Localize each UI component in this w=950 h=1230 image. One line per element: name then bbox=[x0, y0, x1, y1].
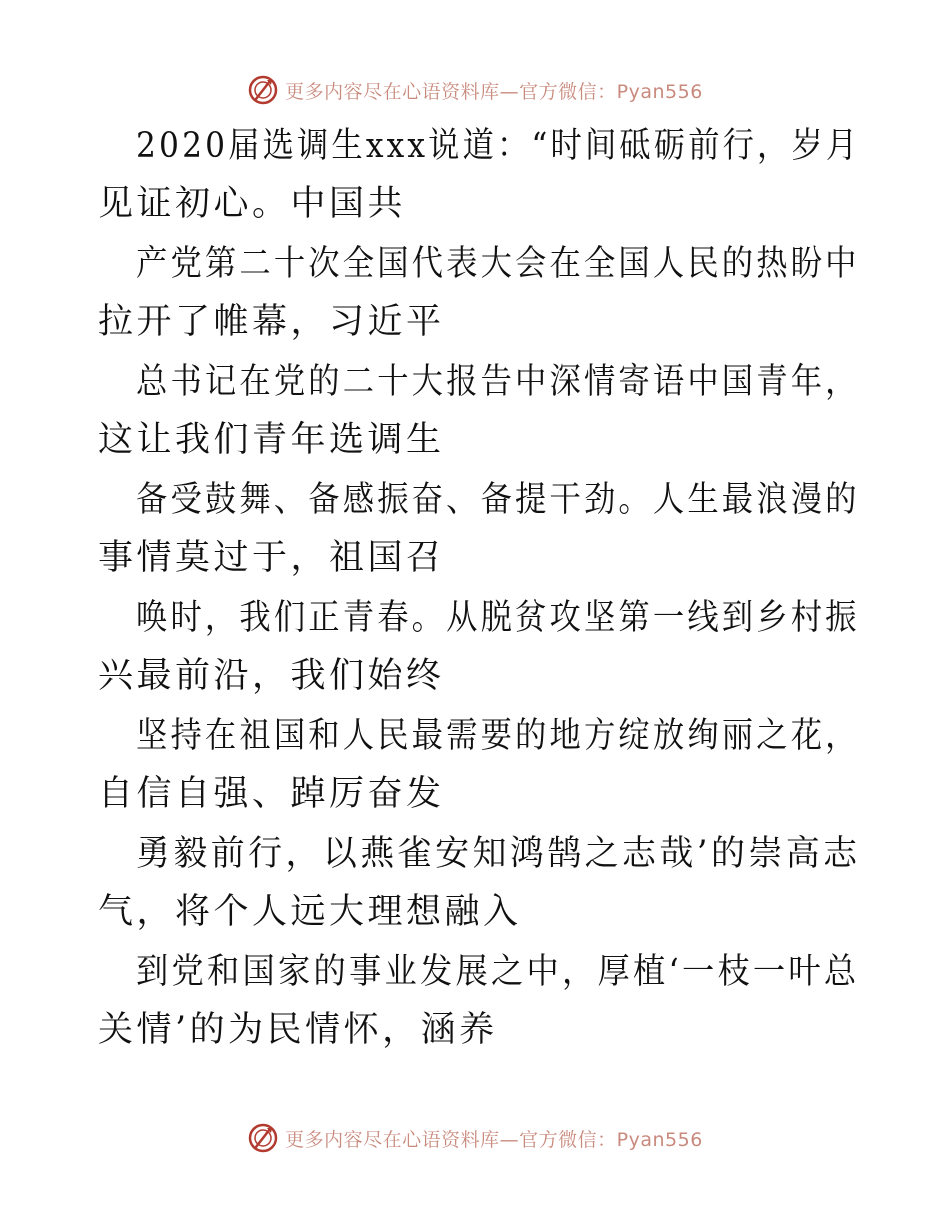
text-line: 备受鼓舞、备感振奋、备提干劲。人生最浪漫的 bbox=[136, 480, 860, 520]
text-line: 见证初心。中国共 bbox=[98, 184, 407, 224]
text-line: 这让我们青年选调生 bbox=[98, 420, 445, 460]
text-line: 2020届选调生xxx说道：“时间砥砺前行，岁月 bbox=[136, 126, 861, 166]
footer-watermark bbox=[0, 1118, 950, 1158]
seal-logo-icon bbox=[247, 1122, 279, 1154]
header-watermark bbox=[0, 70, 950, 110]
watermark-text: 更多内容尽在心语资料库—官方微信：Pyan556 bbox=[285, 1128, 703, 1151]
text-line: 拉开了帷幕，习近平 bbox=[98, 302, 445, 342]
text-line: 气，将个人远大理想融入 bbox=[98, 892, 522, 932]
text-line: 坚持在祖国和人民最需要的地方绽放绚丽之花， bbox=[136, 716, 860, 756]
text-line: 产党第二十次全国代表大会在全国人民的热盼中 bbox=[136, 244, 860, 284]
seal-logo-icon bbox=[247, 74, 279, 106]
text-line: 事情莫过于，祖国召 bbox=[98, 538, 445, 578]
text-line: 兴最前沿，我们始终 bbox=[98, 656, 445, 696]
text-line: 关情’的为民情怀，涵养 bbox=[98, 1010, 498, 1050]
text-line: 唤时，我们正青春。从脱贫攻坚第一线到乡村振 bbox=[136, 598, 860, 638]
text-line: 自信自强、踔厉奋发 bbox=[98, 774, 445, 814]
watermark-text: 更多内容尽在心语资料库—官方微信：Pyan556 bbox=[285, 80, 703, 103]
text-line: 勇毅前行，以燕雀安知鸿鹄之志哉’的崇高志 bbox=[136, 834, 861, 874]
text-line: 总书记在党的二十大报告中深情寄语中国青年， bbox=[136, 362, 860, 402]
text-line: 到党和国家的事业发展之中，厚植‘一枝一叶总 bbox=[136, 952, 860, 992]
